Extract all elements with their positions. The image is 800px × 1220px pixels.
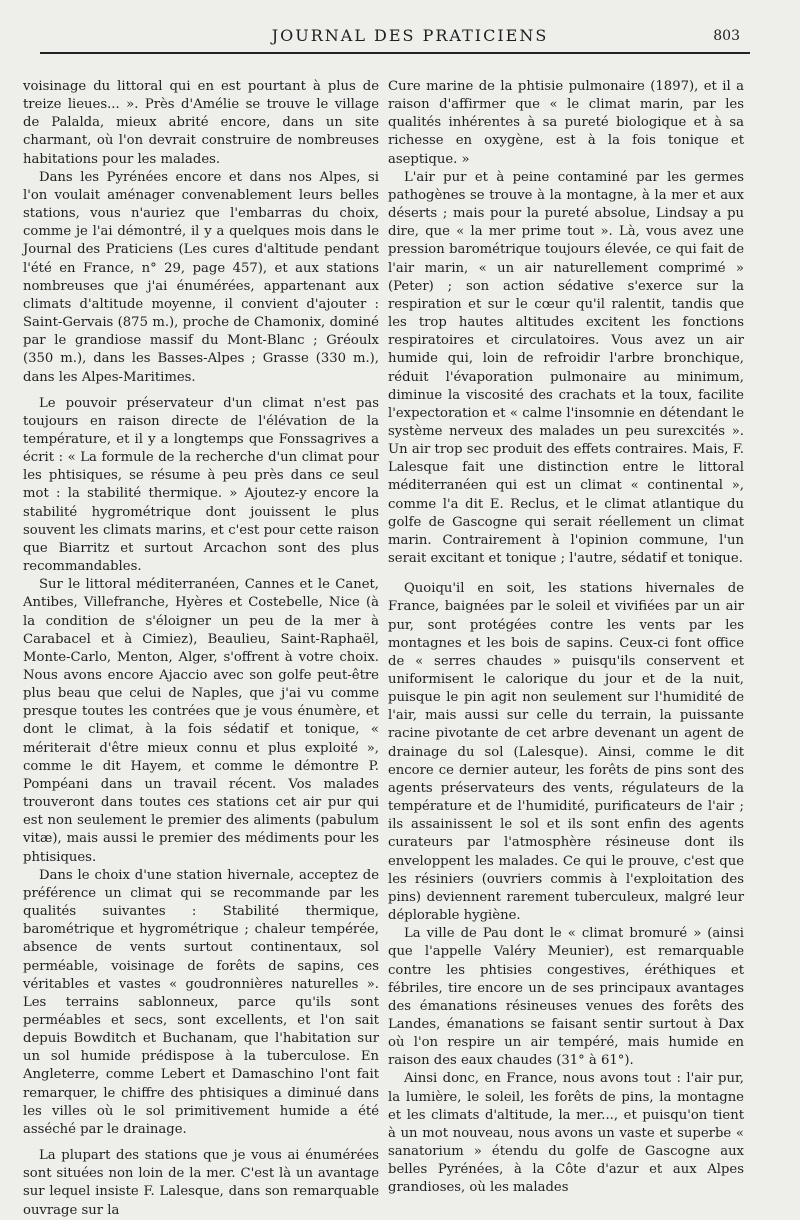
right-column — [388, 78, 744, 1196]
paragraph: voisinage du littoral qui en est pourtant à plus de treize lieues... ». Près d'Amélie se trouve le village de Palalda, mieux abrité encore, dans un site charmant, où l'on devrait construire de nombreuses habitations pour les malades. — [23, 79, 379, 167]
paragraph: Sur le littoral méditerranéen, Cannes et le Canet, Antibes, Villefranche, Hyères et Costebelle, Nice (à la condition de s'éloigner un peu de la mer à Carabacel et à Cimiez), Beaulieu, Saint-Raphaël, Monte-Carlo, Menton, Alger, s'offrent à votre choix. Nous avons encore Ajaccio avec son golfe peut-être plus beau que celui de Naples, que j'ai vu comme presque toutes les contrées que je vous énumère, et dont le climat, à la fois sédatif et tonique, « mériterait d'être mieux connu et plus exploité », comme le dit Hayem, et comme le démontre P. Pompéani dans un travail récent. Vos malades trouveront dans toutes ces stations cet air pur qui est non seulement le premier des aliments (pabulum vitæ), mais aussi le premier des médiments pour les phtisiques. — [23, 577, 379, 865]
journal-title: JOURNAL DES PRATICIENS — [271, 26, 549, 45]
paragraph: L'air pur et à peine contaminé par les germes pathogènes se trouve à la montagne, à la mer et aux déserts ; mais pour la pureté absolue, Lindsay a pu dire, que « la mer prime tout ». Là, vous avez une pression barométrique toujours élevée, ce qui fait de l'air marin, « un air naturellement comprimé » (Peter) ; son action sédative s'exerce sur la respiration et sur le cœur qu'il ralentit, tandis que les trop hautes altitudes excitent les fonctions respiratoires et circulatoires. Vous avez un air humide qui, loin de refroidir l'arbre bronchique, réduit l'évaporation pulmonaire au minimum, diminue la viscosité des crachats et la toux, facilite l'expectoration et « calme l'insomnie en détendant le système nerveux des malades un peu surexcités ». Un air trop sec produit des effets contraires. Mais, F. Lalesque fait une distinction entre le littoral méditerranéen qui est un climat « continental », comme l'a dit E. Reclus, et le climat atlantique du golfe de Gascogne qui serait réellement un climat marin. Contrairement à l'opinion commune, l'un serait excitant et tonique ; l'autre, sédatif et tonique. — [388, 169, 744, 567]
paragraph: Dans le choix d'une station hivernale, acceptez de préférence un climat qui se recommande par les qualités suivantes : Stabilité thermique, barométrique et hygrométrique ; chaleur tempérée, absence de vents surtout continentaux, sol perméable, voisinage de forêts de sapins, ces véritables et vastes « goudronnières naturelles ». Les terrains sablonneux, parce qu'ils sont perméables et secs, sont excellents, et l'on sait depuis Bowditch et Buchanam, que l'habitation sur un sol humide prédispose à la tuberculose. En Angleterre, comme Lebert et Damaschino l'ont fait remarquer, le chiffre des phtisiques a diminué dans les villes où le sol primitivement humide a été asséché par le drainage. — [23, 867, 379, 1137]
left-column — [23, 78, 379, 1218]
page-header — [20, 26, 740, 52]
paragraph: La ville de Pau dont le « climat bromuré » (ainsi que l'appelle Valéry Meunier), est remarquable contre les phtisies congestives, éréthiques et fébriles, tire encore un de ses principaux avantages des émanations résineuses venues des forêts des Landes, émanations se faisant sentir surtout à Dax où l'on respire un air tempéré, mais humide en raison des eaux chaudes (31° à 61°). — [388, 926, 744, 1069]
page-number: 803 — [713, 28, 740, 44]
paragraph: Dans les Pyrénées encore et dans nos Alpes, si l'on voulait aménager convenablement leurs belles stations, vous n'auriez que l'embarras du choix, comme je l'ai démontré, il y a quelques mois dans le Journal des Praticiens (Les cures d'altitude pendant l'été en France, n° 29, page 457), et aux stations nombreuses que j'ai énumérées, appartenant aux climats d'altitude moyenne, il convient d'ajouter : Saint-Gervais (875 m.), proche de Chamonix, dominé par le grandiose massif du Mont-Blanc ; Gréoulx (350 m.), dans les Basses-Alpes ; Grasse (330 m.), dans les Alpes-Maritimes. — [23, 169, 379, 385]
paragraph: La plupart des stations que je vous ai énumérées sont situées non loin de la mer. C'est là un avantage sur lequel insiste F. Lalesque, dans son remarquable ouvrage sur la — [23, 1148, 379, 1218]
header-rule — [40, 52, 750, 54]
paragraph: Le pouvoir préservateur d'un climat n'est pas toujours en raison directe de l'élévation de la température, et il y a longtemps que Fonssagrives a écrit : « La formule de la recherche d'un climat pour les phtisiques, se résume à peu près dans ce seul mot : la stabilité thermique. » Ajoutez-y encore la stabilité hygrométrique dont jouissent le plus souvent les climats marins, et c'est pour cette raison que Biarritz et surtout Arcachon sont des plus recommandables. — [23, 395, 379, 575]
paragraph: Cure marine de la phtisie pulmonaire (1897), et il a raison d'affirmer que « le climat marin, par les qualités inhérentes à sa pureté biologique et à sa richesse en oxygène, est à la fois tonique et aseptique. » — [388, 79, 744, 167]
paragraph: Ainsi donc, en France, nous avons tout : l'air pur, la lumière, le soleil, les forêts de pins, la montagne et les climats d'altitude, la mer..., et puisqu'on tient à un mot nouveau, nous avons un vaste et superbe « sanatorium » étendu du golfe de Gascogne aux belles Pyrénées, à la Côte d'azur et aux Alpes grandioses, où les malades — [388, 1071, 744, 1196]
paragraph: Quoiqu'il en soit, les stations hivernales de France, baignées par le soleil et vivifiées par un air pur, sont protégées contre les vents par les montagnes et les bois de sapins. Ceux-ci font office de « serres chaudes » puisqu'ils conservent et uniformisent le calorique du jour et de la nuit, puisque le pin agit non seulement sur l'humidité de l'air, mais aussi sur celle du terrain, la puissante racine pivotante de cet arbre devenant un agent de drainage du sol (Lalesque). Ainsi, comme le dit encore ce dernier auteur, les forêts de pins sont des agents préservateurs des vents, régulateurs de la température et de l'humidité, purificateurs de l'air ; ils assainissent le sol et ils sont enfin des agents curateurs par l'atmosphère résineuse dont ils enveloppent les malades. Ce qui le prouve, c'est que les résiniers (ouvriers commis à l'exploitation des pins) deviennent rarement tuberculeux, malgré leur déplorable hygiène. — [388, 581, 744, 924]
